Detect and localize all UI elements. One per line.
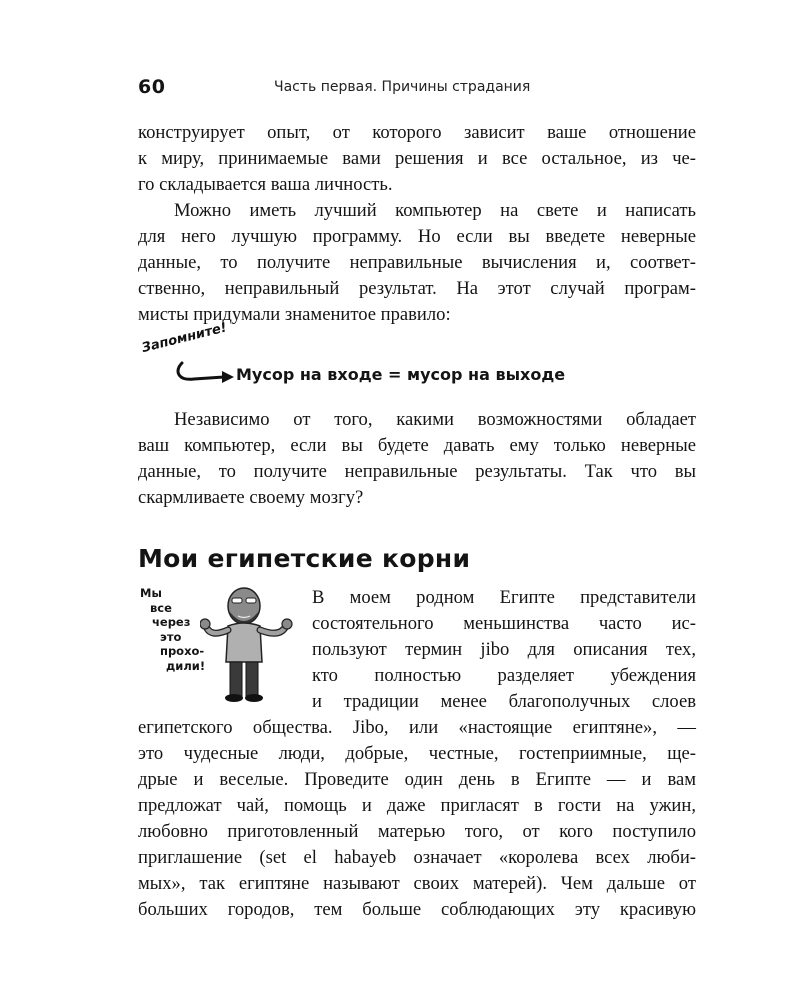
text-line: скармливаете своему мозгу? [138,487,364,508]
reminder-callout [140,320,700,389]
text-line: кто полностью разделяет убеждения [312,665,696,686]
text-line: мых», так египтяне называют своих матерей). Чем дальше от [138,873,696,894]
paragraph-computer [138,198,696,328]
text-line: пользуют термин jibo для описания тех, [312,639,696,660]
text-line: ваш компьютер, если вы будете давать ему только неверные [138,435,696,456]
text-line: Можно иметь лучший компьютер на свете и написать [174,200,696,221]
text-line: приглашение (set el habayeb означает «королева всех люби- [138,847,696,868]
page-number: 60 [138,76,166,98]
text-line: предложат чай, помощь и даже пригласят в гости на ужин, [138,795,696,816]
text-line: для него лучшую программу. Но если вы введете неверные [138,226,696,247]
text-line: дрые и веселые. Проведите один день в Египте — и вам [138,769,696,790]
text-line: В моем родном Египте представители [312,587,696,608]
text-line: данные, то получите неправильные вычисления и, соответ- [138,252,696,273]
caption-line: все [150,600,172,615]
reminder-rule: Мусор на входе = мусор на выходе [236,365,566,384]
running-title: Часть первая. Причины страдания [274,79,531,95]
text-line: го складывается ваша личность. [138,174,393,195]
text-line: Независимо от того, какими возможностями обладает [174,409,696,430]
paragraph-garbage [138,407,696,511]
text-line: конструирует опыт, от которого зависит ваше отношение [138,122,696,143]
text-line: состоятельного меньшинства часто ис- [312,613,696,634]
section-heading: Мои египетские корни [138,544,471,573]
text-line: к миру, принимаемые вами решения и все остальное, из че- [138,148,696,169]
text-line: и традиции менее благополучных слоев [312,691,696,712]
remember-tag: Запомните! [140,320,229,356]
text-line: больших городов, тем больше соблюдающих эту красивую [138,899,696,920]
curved-arrow-icon [174,361,236,385]
text-line: это чудесные люди, добрые, честные, гостеприимные, ще- [138,743,696,764]
text-line: любовно приготовленный матерью того, от кого поступило [138,821,696,842]
paragraph-continuation [138,120,696,198]
caption-line: дили! [166,658,206,673]
text-line: мисты придумали знаменитое правило: [138,304,451,325]
paragraph-egypt [138,585,696,923]
caption-line: через [152,615,191,629]
caption-line: это [160,629,182,644]
text-line: данные, то получите неправильные результаты. Так что вы [138,461,696,482]
text-line: ственно, неправильный результат. На этот случай програм- [138,278,696,299]
text-line: египетского общества. Jibo, или «настоящие египтяне», — [138,717,696,738]
caption-line: Мы [140,586,162,600]
caption-line: прохо- [160,644,205,658]
